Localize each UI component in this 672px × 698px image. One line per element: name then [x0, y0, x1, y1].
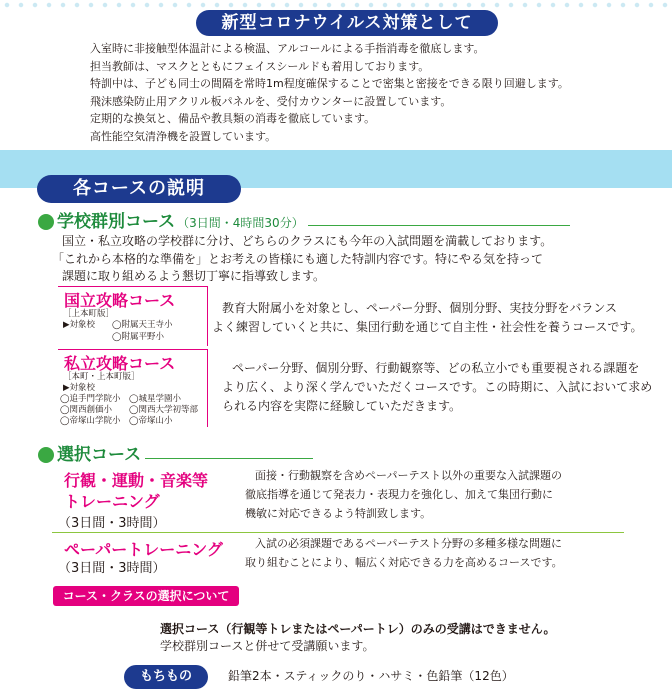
courses-title: 各コースの説明 [37, 175, 241, 203]
shiritsu-title: 私立攻略コース [64, 354, 176, 373]
desc-line: ペーパー分野、個別分野、行動観察等、どの私立小でも重要視される課題を [232, 361, 640, 375]
sentaku-title: 選択コース [57, 445, 142, 465]
covid-item: 高性能空気清浄機を設置しています。 [90, 129, 277, 143]
paper-desc [245, 534, 563, 572]
kokuritsu-top-rule [58, 286, 208, 287]
kokuritsu-branch: ［上本町版］ [63, 309, 115, 319]
note-line: 選択コース（行観等トレまたはペーパートレ）のみの受講はできません。 [160, 622, 556, 636]
koukan-desc [245, 466, 562, 523]
mochimono-label: もちもの [124, 665, 208, 689]
sentaku-heading [38, 440, 313, 465]
shiritsu-school: ◯追手門学院小 ◯城星学園小 [60, 394, 182, 404]
desc-line: られる内容を実際に経験していただきます。 [222, 399, 462, 413]
covid-item: 担当教師は、マスクとともにフェイスシールドも着用しております。 [90, 59, 430, 73]
shiritsu-target-label: ▶対象校 [63, 383, 96, 393]
kokuritsu-school: ◯附属天王寺小 [112, 320, 173, 330]
kokuritsu-title: 国立攻略コース [64, 291, 176, 310]
gakko-subtitle: （3日間・4時間30分） [177, 216, 304, 230]
sentaku-divider [52, 532, 624, 533]
green-bullet-icon [38, 447, 54, 463]
covid-item: 定期的な換気と、備品や教具類の消毒を徹底しています。 [90, 112, 376, 125]
covid-section-title: 新型コロナウイルス対策として [196, 10, 498, 36]
desc-line: よく練習していくと共に、集団行動を通じて自主性・社会性を養うコースです。 [212, 320, 643, 334]
covid-item: 特訓中は、子ども同士の間隔を常時1m程度確保することで密集と密接をできる限り回避します。 [90, 77, 569, 90]
select-note-text [160, 621, 556, 655]
intro-line: 課題に取り組めるよう懇切丁寧に指導致します。 [62, 269, 326, 283]
koukan-title-line: 行観・運動・音楽等 [64, 471, 209, 490]
koukan-days: （3日間・3時間） [58, 516, 166, 531]
koukan-title-line: トレーニング [64, 492, 160, 511]
covid-measures-list [90, 40, 650, 145]
gakko-title: 学校群別コース [57, 212, 176, 232]
paper-title: ペーパートレーニング [64, 540, 223, 559]
shiritsu-school: ◯関西創価小 ◯関西大学初等部 [60, 405, 199, 415]
mochimono-text: 鉛筆2本・スティックのり・ハサミ・色鉛筆（12色） [228, 669, 514, 683]
kokuritsu-target-label: ▶対象校 [63, 320, 96, 330]
gakko-intro [52, 233, 622, 286]
covid-item: 入室時に非接触型体温計による検温、アルコールによる手指消毒を徹底します。 [90, 42, 485, 55]
desc-line: 取り組むことにより、幅広く対応できる力を高めるコースです。 [245, 556, 563, 569]
kokuritsu-divider [207, 286, 208, 346]
desc-line: より広く、より深く学んでいただくコースです。この時期に、入試において求め [222, 380, 653, 394]
intro-line: 国立・私立攻略の学校群に分け、どちらのクラスにも今年の入試問題を満載しております。 [62, 234, 553, 248]
covid-item: 飛沫感染防止用アクリル板パネルを、受付カウンターに設置しています。 [90, 94, 452, 108]
shiritsu-school: ◯帝塚山学院小 ◯帝塚山小 [60, 416, 173, 426]
shiritsu-divider [207, 349, 208, 427]
desc-line: 入試の必須課題であるペーパーテスト分野の多種多様な問題に [255, 537, 563, 550]
top-dots-decoration [0, 0, 672, 10]
green-bullet-icon [38, 214, 54, 230]
note-line: 学校群別コースと併せて受講願います。 [160, 639, 375, 653]
gakko-heading [38, 207, 570, 232]
heading-rule [145, 458, 313, 459]
heading-rule [308, 225, 570, 226]
shiritsu-desc [222, 359, 652, 416]
paper-days: （3日間・3時間） [58, 561, 166, 576]
desc-line: 面接・行動観察を含めペーパーテスト以外の重要な入試課題の [255, 469, 563, 482]
desc-line: 機敏に対応できるよう特訓致します。 [245, 507, 432, 520]
shiritsu-top-rule [58, 349, 208, 350]
desc-line: 教育大附属小を対象とし、ペーパー分野、個別分野、実技分野をバランス [222, 301, 618, 315]
koukan-title [64, 470, 208, 512]
desc-line: 徹底指導を通じて発表力・表現力を強化し、加えて集団行動に [245, 488, 553, 501]
kokuritsu-school: ◯附属平野小 [112, 332, 165, 342]
shiritsu-branch: ［本町・上本町版］ [63, 372, 140, 382]
intro-line: 「これから本格的な準備を」とお考えの皆様にも適した特訓内容です。特にやる気を持って [52, 251, 544, 266]
kokuritsu-desc [212, 299, 643, 337]
select-note-label: コース・クラスの選択について [53, 586, 239, 606]
